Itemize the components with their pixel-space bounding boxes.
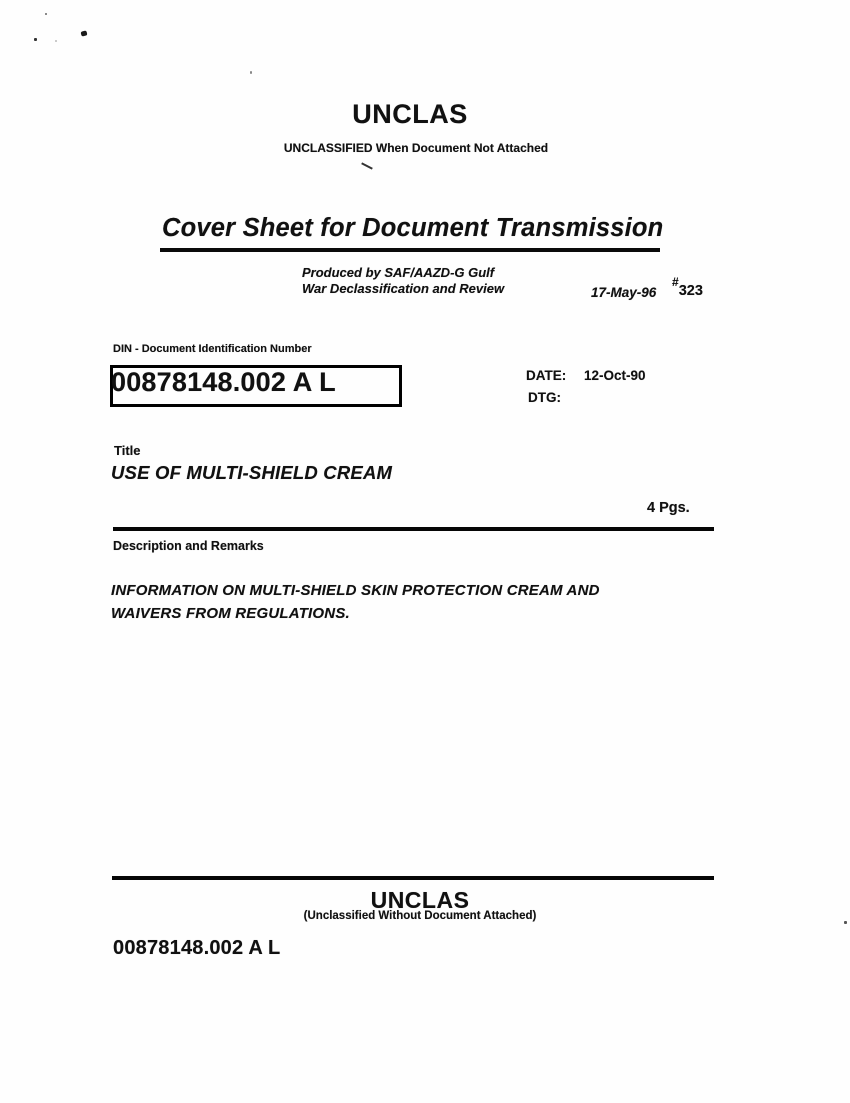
scan-speck xyxy=(45,13,47,15)
description-label: Description and Remarks xyxy=(113,539,264,553)
description-line2: WAIVERS FROM REGULATIONS. xyxy=(111,604,350,622)
scan-stray-mark xyxy=(361,162,373,169)
page-title: Cover Sheet for Document Transmission xyxy=(162,214,664,242)
description-line1: INFORMATION ON MULTI-SHIELD SKIN PROTECTION CREAM AND xyxy=(111,582,600,599)
dtg-label: DTG: xyxy=(528,390,561,405)
scan-speck xyxy=(844,921,847,924)
document-title: USE OF MULTI-SHIELD CREAM xyxy=(111,462,393,483)
scan-speck xyxy=(250,71,252,74)
sheet-number xyxy=(672,276,703,298)
date-value: 12-Oct-90 xyxy=(584,368,646,383)
title-underline xyxy=(160,248,660,252)
scan-speck xyxy=(55,40,57,42)
din-label: DIN - Document Identification Number xyxy=(113,343,312,355)
scan-speck xyxy=(80,30,87,36)
top-classification-note: UNCLASSIFIED When Document Not Attached xyxy=(283,141,549,155)
produced-date: 17-May-96 xyxy=(591,285,657,300)
bottom-classification: UNCLAS xyxy=(370,887,470,913)
horizontal-rule xyxy=(113,527,714,531)
date-label: DATE: xyxy=(526,368,567,383)
produced-by xyxy=(302,265,504,297)
page-count: 4 Pgs. xyxy=(647,500,690,516)
bottom-din-value: 00878148.002 A L xyxy=(113,937,281,959)
din-value: 00878148.002 A L xyxy=(111,367,336,397)
number-sign: # xyxy=(672,275,679,289)
title-label: Title xyxy=(114,443,141,458)
produced-by-line2: War Declassification and Review xyxy=(302,281,505,296)
sheet-number-value: 323 xyxy=(678,283,703,299)
horizontal-rule xyxy=(112,876,714,880)
scan-speck xyxy=(34,38,37,41)
description-body xyxy=(111,580,600,625)
produced-by-line1: Produced by SAF/AAZD-G Gulf xyxy=(302,265,495,280)
bottom-classification-note: (Unclassified Without Document Attached) xyxy=(303,910,537,922)
top-classification: UNCLAS xyxy=(352,99,468,129)
